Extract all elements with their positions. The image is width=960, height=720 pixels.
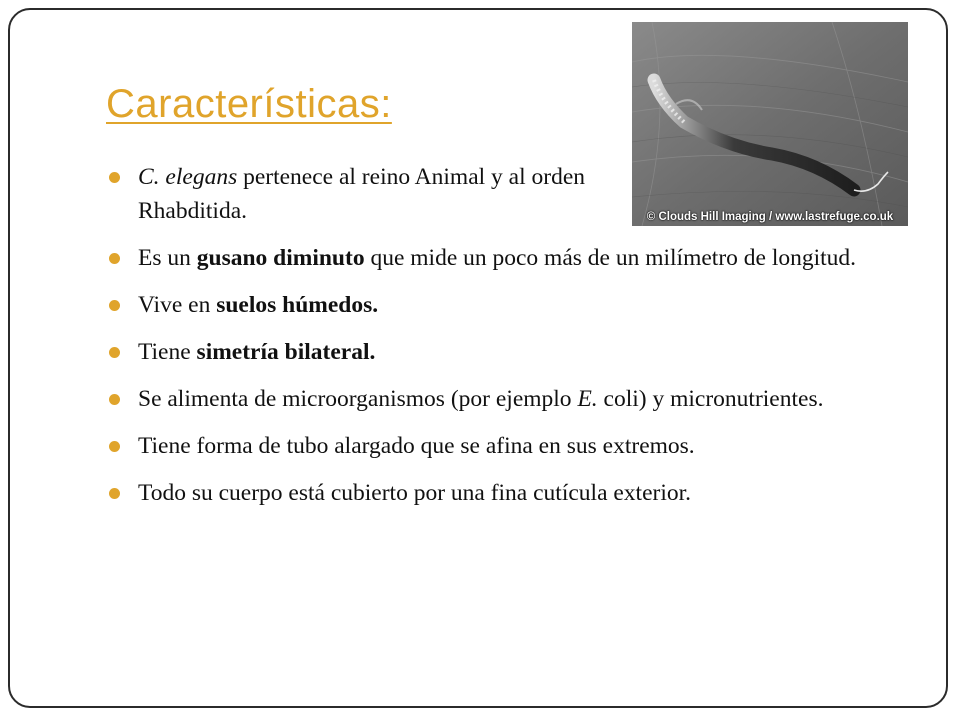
bullet-emphasis: gusano diminuto [196,245,365,271]
bullet-item [104,382,904,416]
bullet-dot-icon [109,300,120,311]
bullet-text: Vive en [138,292,217,318]
bullet-item [104,476,904,510]
bullet-text: Tiene forma de tubo alargado que se afina en sus extremos. [138,433,695,459]
bullet-item [104,241,904,275]
bullet-text: pertenece al reino Animal y al orden Rhabditida. [138,164,586,224]
bullet-text: Es un [138,245,197,271]
bullet-text: Todo su cuerpo está cubierto por una fina cutícula exterior. [138,480,692,506]
bullet-list [104,160,904,523]
species-name: C. elegans [138,164,238,190]
bullet-text: Se alimenta de microorganismos (por ejemplo [138,386,578,412]
bullet-text: que mide un poco más de un milímetro de longitud. [364,245,857,271]
bullet-text: coli) y micronutrientes. [597,386,824,412]
bullet-item [104,288,904,322]
bullet-dot-icon [109,172,120,183]
bullet-dot-icon [109,441,120,452]
bullet-dot-icon [109,488,120,499]
bullet-item [104,429,904,463]
slide-title: Características: [106,82,392,126]
bullet-dot-icon [109,253,120,264]
bullet-emphasis: simetría bilateral. [196,339,376,365]
bullet-dot-icon [109,347,120,358]
bullet-text: Tiene [138,339,197,365]
bullet-item [104,335,904,369]
bullet-dot-icon [109,394,120,405]
bullet-emphasis: suelos húmedos. [216,292,379,318]
bullet-italic: E. [577,386,598,412]
photo-credit: © Clouds Hill Imaging / www.lastrefuge.co.uk [646,211,894,223]
bullet-item [104,160,598,228]
